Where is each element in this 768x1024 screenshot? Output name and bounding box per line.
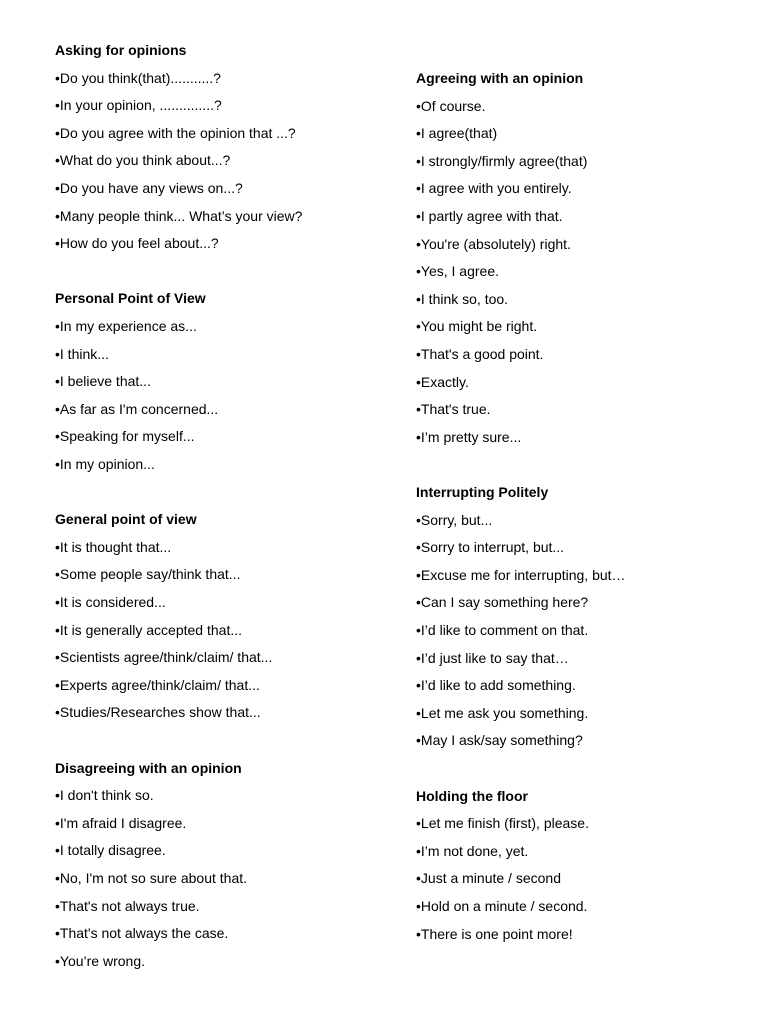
phrase-item: •You're (absolutely) right.: [416, 235, 571, 252]
phrase-item: •I’d like to comment on that.: [416, 622, 589, 638]
phrase-item: •Yes, I agree.: [416, 263, 499, 280]
phrase-item: •What do you think about...?: [55, 152, 231, 169]
phrase-item: •Exactly.: [416, 373, 469, 390]
phrase-item: •Sorry to interrupt, but...: [416, 539, 565, 556]
phrase-item: •I think so, too.: [416, 290, 509, 307]
phrase-item: •I agree(that): [416, 125, 498, 142]
phrase-item: •You’re wrong.: [55, 952, 145, 969]
phrase-item: •No, I'm not so sure about that.: [55, 870, 248, 886]
phrase-item: •Do you have any views on...?: [55, 180, 243, 196]
phrase-item: •Many people think... What’s your view?: [55, 207, 303, 224]
section-heading-asking-for-opinions: Asking for opinions: [55, 42, 187, 58]
phrase-item: •That's true.: [416, 401, 491, 418]
phrase-item: •Hold on a minute / second.: [416, 898, 588, 914]
section-heading-interrupting-politely: Interrupting Politely: [416, 484, 549, 500]
phrase-item: •How do you feel about...?: [55, 235, 219, 252]
phrase-item: •I’m not done, yet.: [416, 842, 529, 859]
section-heading-disagreeing-with-an-opinion: Disagreeing with an opinion: [55, 759, 242, 776]
phrase-item: •There is one point more!: [416, 925, 573, 942]
phrase-item: •In my opinion...: [55, 456, 155, 472]
phrase-item: •I’d just like to say that…: [416, 649, 569, 666]
phrase-item: •Studies/Researches show that...: [55, 704, 261, 721]
phrase-item: •Let me finish (first), please.: [416, 815, 589, 832]
phrase-item: •I’m pretty sure...: [416, 428, 522, 445]
section-heading-personal-point-of-view: Personal Point of View: [55, 290, 206, 307]
phrase-item: •Let me ask you something.: [416, 704, 589, 721]
phrase-item: •That's a good point.: [416, 346, 544, 362]
phrase-item: •Some people say/think that...: [55, 566, 241, 583]
phrase-item: •It is thought that...: [55, 538, 172, 555]
phrase-item: •May I ask/say something?: [416, 732, 583, 749]
phrase-item: •I’d like to add something.: [416, 677, 576, 694]
phrase-item: •Can I say something here?: [416, 594, 589, 611]
section-heading-agreeing-with-an-opinion: Agreeing with an opinion: [416, 70, 584, 86]
phrase-item: •Just a minute / second: [416, 870, 561, 887]
phrase-item: •Experts agree/think/claim/ that...: [55, 676, 260, 693]
phrase-item: •As far as I'm concerned...: [55, 400, 219, 417]
section-heading-holding-the-floor: Holding the floor: [416, 787, 528, 804]
phrase-item: •I believe that...: [55, 373, 151, 390]
phrase-item: •It is generally accepted that...: [55, 621, 243, 638]
phrase-item: •Scientists agree/think/claim/ that...: [55, 649, 273, 666]
phrase-item: •It is considered...: [55, 594, 166, 610]
phrase-item: •In your opinion, ..............?: [55, 97, 222, 114]
phrase-item: •That's not always true.: [55, 897, 200, 914]
phrase-item: •I'm afraid I disagree.: [55, 814, 187, 831]
phrase-item: •That's not always the case.: [55, 925, 229, 942]
phrase-item: •Sorry, but...: [416, 511, 493, 528]
phrase-item: •I totally disagree.: [55, 842, 166, 859]
phrase-item: •I don't think so.: [55, 787, 154, 804]
phrase-item: •Of course.: [416, 97, 486, 114]
phrase-item: •Speaking for myself...: [55, 428, 195, 445]
phrase-item: •I agree with you entirely.: [416, 180, 572, 197]
phrase-item: •Excuse me for interrupting, but…: [416, 566, 626, 583]
section-heading-general-point-of-view: General point of view: [55, 511, 197, 528]
phrase-item: •Do you agree with the opinion that ...?: [55, 124, 296, 141]
phrase-item: •You might be right.: [416, 318, 538, 335]
phrase-item: •I partly agree with that.: [416, 208, 563, 224]
phrase-item: •I think...: [55, 345, 109, 362]
phrase-item: •I strongly/firmly agree(that): [416, 152, 588, 169]
phrase-item: •Do you think(that)...........?: [55, 69, 221, 86]
phrase-item: •In my experience as...: [55, 318, 197, 334]
